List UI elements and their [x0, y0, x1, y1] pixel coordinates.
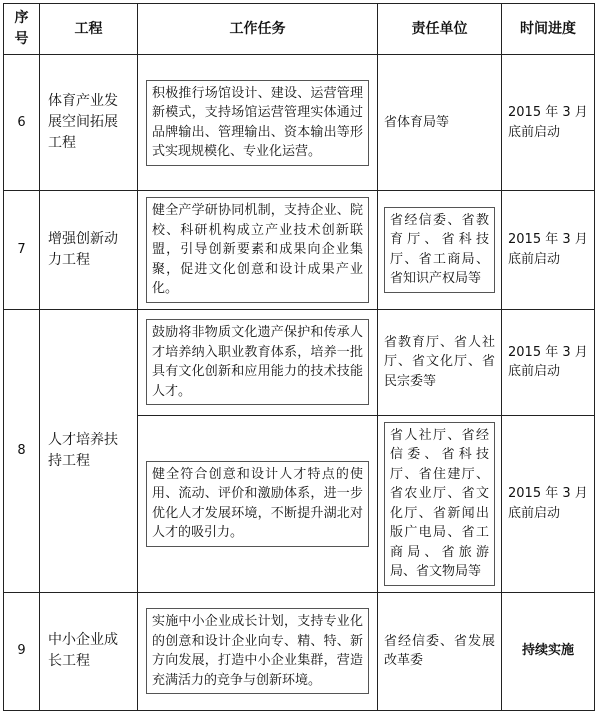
row-unit: 省经信委、省发展改革委 — [378, 592, 502, 710]
header-project: 工程 — [40, 4, 138, 55]
table-row — [4, 55, 595, 191]
row-task — [138, 55, 378, 191]
row-task — [138, 592, 378, 710]
header-task: 工作任务 — [138, 4, 378, 55]
row-schedule: 2015 年 3 月底前启动 — [502, 55, 595, 191]
row-task — [138, 415, 378, 592]
row-schedule: 2015 年 3 月底前启动 — [502, 415, 595, 592]
header-row — [4, 4, 595, 55]
row-schedule: 持续实施 — [502, 592, 595, 710]
table-row — [4, 191, 595, 310]
table-row — [4, 592, 595, 710]
row-task-text: 鼓励将非物质文化遗产保护和传承人才培养纳入职业教育体系，培养一批具有文化创新和应用能力的技术技能人才。 — [146, 319, 369, 405]
row-project: 中小企业成长工程 — [40, 592, 138, 710]
row-task-text: 健全符合创意和设计人才特点的使用、流动、评价和激励体系，进一步优化人才发展环境，不断提升湖北对人才的吸引力。 — [146, 461, 369, 547]
row-project: 增强创新动力工程 — [40, 191, 138, 310]
row-seq: 8 — [4, 309, 40, 592]
task-table — [3, 3, 595, 711]
row-seq: 9 — [4, 592, 40, 710]
row-task — [138, 191, 378, 310]
row-unit — [378, 415, 502, 592]
row-project: 人才培养扶持工程 — [40, 309, 138, 592]
header-seq: 序号 — [4, 4, 40, 55]
table-row — [4, 309, 595, 415]
header-unit: 责任单位 — [378, 4, 502, 55]
row-schedule: 2015 年 3 月底前启动 — [502, 309, 595, 415]
row-schedule: 2015 年 3 月底前启动 — [502, 191, 595, 310]
row-unit: 省体育局等 — [378, 55, 502, 191]
row-task-text: 实施中小企业成长计划，支持专业化的创意和设计企业向专、精、特、新方向发展，打造中小企业集群，营造充满活力的竞争与创新环境。 — [146, 608, 369, 694]
row-unit: 省教育厅、省人社厅、省文化厅、省民宗委等 — [378, 309, 502, 415]
row-task-text: 健全产学研协同机制，支持企业、院校、科研机构成立产业技术创新联盟，引导创新要素和成果向企业集聚，促进文化创意和设计成果产业化。 — [146, 197, 369, 303]
row-unit-text: 省人社厅、省经信委、省科技厅、省住建厅、省农业厅、省文化厅、省新闻出版广电局、省工商局、省旅游局、省文物局等 — [384, 422, 495, 586]
row-unit — [378, 191, 502, 310]
header-schedule: 时间进度 — [502, 4, 595, 55]
row-task-text: 积极推行场馆设计、建设、运营管理新模式，支持场馆运营管理实体通过品牌输出、管理输出、资本输出等形式实现规模化、专业化运营。 — [146, 80, 369, 166]
row-seq: 6 — [4, 55, 40, 191]
row-seq: 7 — [4, 191, 40, 310]
row-task — [138, 309, 378, 415]
row-project: 体育产业发展空间拓展工程 — [40, 55, 138, 191]
row-unit-text: 省经信委、省教育厅、省科技厅、省工商局、省知识产权局等 — [384, 207, 495, 293]
